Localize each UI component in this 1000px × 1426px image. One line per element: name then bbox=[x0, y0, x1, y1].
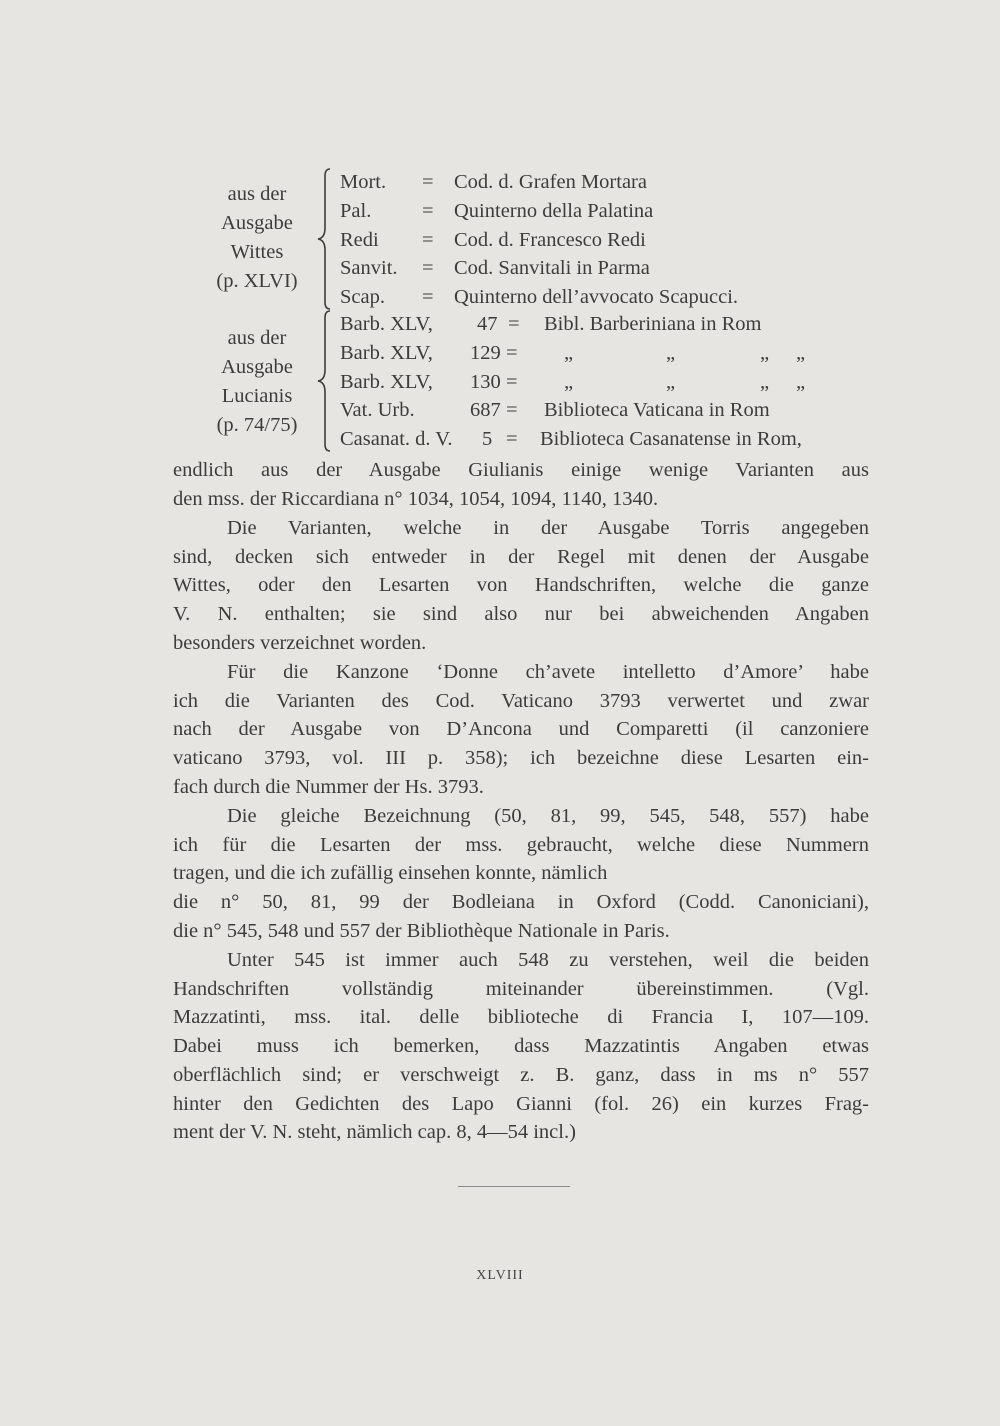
ditto-mark: „ bbox=[666, 370, 676, 393]
ditto-mark: „ bbox=[666, 341, 676, 364]
paragraph-kanzone: Für die Kanzone ‘Donne ch’avete intelletto d’Amore’ habe ich die Varianten des Cod. Vaticano 3793 verwertet und zwar nach der Ausgabe von D’Ancona und Comparetti (il canzoniere vaticano 3793, vol. III p. 358); ich bezeichne diese Lesarten ein- fach durch die Nummer der Hs. 3793. bbox=[173, 661, 869, 798]
ditto-mark: „ bbox=[760, 370, 770, 393]
curly-brace-icon bbox=[316, 310, 338, 452]
curly-brace-icon bbox=[316, 168, 338, 310]
book-page: aus der Ausgabe Wittes (p. XLVI) Mort. = Cod. d. Grafen Mortara Pal. = Quinterno della Palatina Redi = Cod. d. Francesco Redi Sanvit. = Cod. Sanvitali in Parma Scap. = Quinterno dell’avvocato Scapucci. aus der Ausgabe Lucianis (p. 74/75) Barb. XLV, 47 = Bibl. Barberiniana in Rom Barb. XLV, 129 = „ „ „ „ Barb. XLV, 130 = „ „ „ „ Vat. Urb. 687 = Biblioteca Vaticana in Rom Casanat. d. V. 5 = Biblioteca Casanatense in Rom, endlich aus der Ausgabe Giulianis einige wenige Varianten aus den mss. der Riccardiana n° 1034, 1054, 1094, 1140, 1340. Die Varianten, welche in der Ausgabe Torris angegeben sind, decken sich entweder in der Regel mit denen der Ausgabe Wittes, oder den Lesarten von Handschriften, welche die ganze V. N. enthalten; sie sind also nur bei abweichenden Angaben besonders verzeichnet worden. Für die Kanzone ‘Donne ch’avete intelletto d’Amore’ habe ich die Varianten des Cod. Vaticano 3793 verwertet und zwar nach der Ausgabe von D’Ancona und Comparetti (il canzoniere vaticano 3793, vol. III p. 358); ich bezeichne diese Lesarten ein- fach durch die Nummer der Hs. 3793. Die gleiche Bezeichnung (50, 81, 99, 545, 548, 557) habe ich für die Lesarten der mss. gebraucht, welche diese Nummern tragen, und die ich zufällig einsehen konnte, nämlich die n° 50, 81, 99 der Bodleiana in Oxford (Codd. Canoniciani), die n° 545, 548 und 557 der Bibliothèque Nationale in Paris. Unter 545 ist immer auch 548 zu verstehen, weil die beiden Handschriften vollständig miteinander übereinstimmen. (Vgl. Mazzatinti, mss. ital. delle biblioteche di Francia I, 107—109. Dabei muss ich bemerken, dass Mazzatintis Angaben etwas oberflächlich sind; er verschweigt z. B. ganz, dass in ms n° 557 hinter den Gedichten des Lapo Gianni (fol. 26) ein kurzes Frag- ment der V. N. steht, nämlich cap. 8, 4—54 incl.) XLVIII bbox=[0, 0, 1000, 1426]
ditto-mark: „ bbox=[796, 341, 806, 364]
paragraph-bezeichnung: Die gleiche Bezeichnung (50, 81, 99, 545, 548, 557) habe ich für die Lesarten der mss. gebraucht, welche diese Nummern tragen, und die ich zufällig einsehen konnte, nämlich die n° 50, 81, 99 der Bodleiana in Oxford (Codd. Canoniciani), die n° 545, 548 und 557 der Bibliothèque Nationale in Paris. bbox=[173, 805, 869, 942]
page-number: XLVIII bbox=[476, 1268, 524, 1283]
ditto-mark: „ bbox=[760, 341, 770, 364]
ditto-mark: „ bbox=[564, 341, 574, 364]
paragraph-mazzatinti: Unter 545 ist immer auch 548 zu verstehen, weil die beiden Handschriften vollständig miteinander übereinstimmen. (Vgl. Mazzatinti, mss. ital. delle biblioteche di Francia I, 107—109. Dabei muss ich bemerken, dass Mazzatintis Angaben etwas oberflächlich sind; er verschweigt z. B. ganz, dass in ms n° 557 hinter den Gedichten des Lapo Gianni (fol. 26) ein kurzes Frag- ment der V. N. steht, nämlich cap. 8, 4—54 incl.) bbox=[173, 949, 869, 1144]
source-label-wittes: aus der Ausgabe Wittes (p. XLVI) bbox=[216, 183, 298, 292]
source-label-lucianis: aus der Ausgabe Lucianis (p. 74/75) bbox=[216, 327, 298, 436]
ditto-mark: „ bbox=[564, 370, 574, 393]
paragraph-giuliani: endlich aus der Ausgabe Giulianis einige wenige Varianten aus den mss. der Riccardiana n° 1034, 1054, 1094, 1140, 1340. bbox=[173, 459, 869, 510]
ditto-mark: „ bbox=[796, 370, 806, 393]
paragraph-torri: Die Varianten, welche in der Ausgabe Torris angegeben sind, decken sich entweder in der Regel mit denen der Ausgabe Wittes, oder den Lesarten von Handschriften, welche die ganze V. N. enthalten; sie sind also nur bei abweichenden Angaben besonders verzeichnet worden. bbox=[173, 517, 869, 654]
section-divider bbox=[458, 1186, 570, 1187]
